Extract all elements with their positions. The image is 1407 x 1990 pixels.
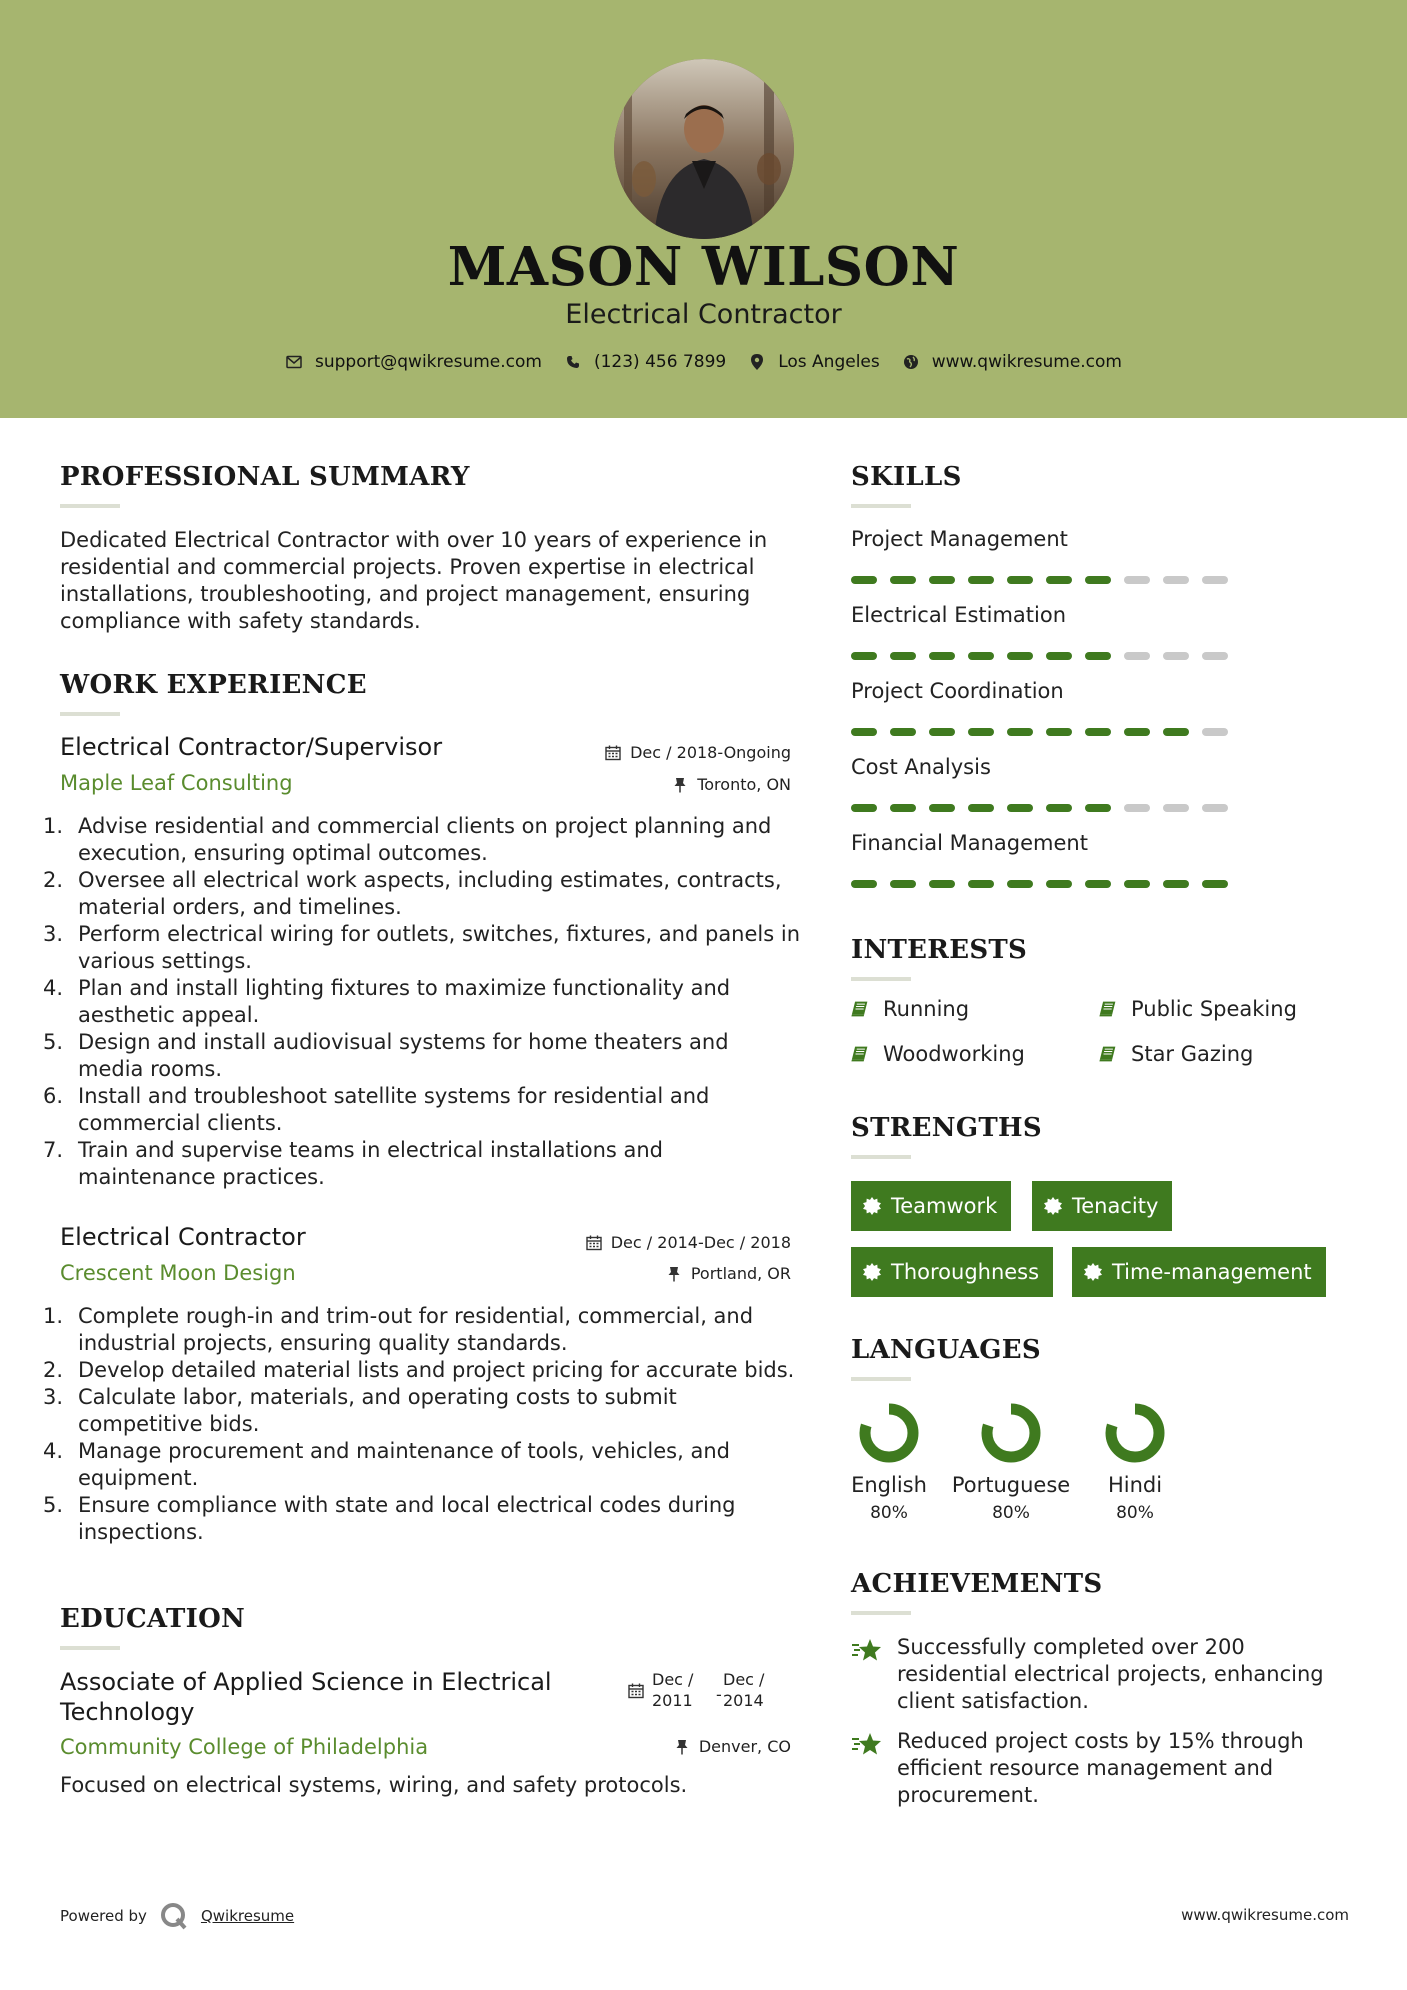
interests-heading: INTERESTS	[851, 935, 1028, 965]
skill-dot-filled	[1007, 652, 1033, 660]
globe-icon	[902, 353, 920, 371]
skill-dot-filled	[1124, 728, 1150, 736]
skill-dot-filled	[890, 652, 916, 660]
skill-dot-filled	[890, 804, 916, 812]
powered-by-text: Powered by	[60, 1907, 147, 1925]
skill-rating	[851, 652, 1228, 660]
skill-dot-filled	[1124, 880, 1150, 888]
language-item	[951, 1473, 1071, 1523]
skill-dot-empty	[1202, 576, 1228, 584]
summary-line: installations, troubleshooting, and project management, ensuring	[60, 582, 751, 606]
candidate-role: Electrical Contractor	[565, 299, 842, 330]
job-company: Maple Leaf Consulting	[60, 771, 293, 795]
skill-dot-empty	[1202, 728, 1228, 736]
language-name: English	[851, 1473, 927, 1497]
contact-email[interactable]	[285, 352, 542, 372]
skill-dot-filled	[1007, 728, 1033, 736]
interests-divider	[851, 977, 911, 981]
phone-text: (123) 456 7899	[593, 352, 727, 372]
skill-dot-filled	[851, 652, 877, 660]
interest-item	[851, 1042, 1025, 1066]
list-item: 2. Oversee all electrical work aspects, including estimates, contracts, material orders, and timelines.	[43, 868, 782, 919]
skill-dot-filled	[929, 652, 955, 660]
list-item: 2. Develop detailed material lists and project pricing for accurate bids.	[43, 1358, 795, 1382]
phone-icon	[564, 353, 582, 371]
calendar-icon	[628, 1683, 644, 1703]
skill-dot-filled	[890, 576, 916, 584]
skill-dot-filled	[929, 804, 955, 812]
interest-label: Running	[883, 997, 970, 1021]
pushpin-icon	[673, 1738, 691, 1756]
skill-label: Cost Analysis	[851, 755, 991, 779]
strengths-heading: STRENGTHS	[851, 1113, 1042, 1143]
list-item: 3. Perform electrical wiring for outlets, switches, fixtures, and panels in various settings.	[43, 922, 801, 973]
skill-dot-filled	[1046, 880, 1072, 888]
skill-dot-empty	[1163, 804, 1189, 812]
skill-dot-filled	[1085, 728, 1111, 736]
language-item	[829, 1473, 949, 1523]
experience-divider	[60, 712, 120, 716]
skill-dot-filled	[1046, 652, 1072, 660]
skill-dot-filled	[1163, 728, 1189, 736]
skills-heading: SKILLS	[851, 462, 962, 492]
job-company: Crescent Moon Design	[60, 1261, 296, 1285]
skill-dot-filled	[1202, 880, 1228, 888]
summary-divider	[60, 504, 120, 508]
skill-dot-empty	[1124, 576, 1150, 584]
skill-dot-filled	[968, 804, 994, 812]
language-ring-arc	[865, 1409, 913, 1457]
strength-label: Time-management	[1112, 1260, 1312, 1284]
experience-heading: WORK EXPERIENCE	[60, 670, 367, 700]
education-location	[673, 1737, 791, 1756]
skill-dot-filled	[851, 576, 877, 584]
achievements-divider	[851, 1611, 911, 1615]
skill-dot-filled	[851, 728, 877, 736]
skill-dot-filled	[1085, 576, 1111, 584]
job-location-text: Portland, OR	[690, 1264, 791, 1283]
candidate-name: MASON WILSON	[447, 236, 960, 298]
skill-dot-empty	[1124, 652, 1150, 660]
skill-dot-filled	[1007, 804, 1033, 812]
list-item: 4. Plan and install lighting fixtures to maximize functionality and aesthetic appeal.	[43, 976, 731, 1027]
summary-text	[60, 527, 800, 635]
achievement-item	[851, 1728, 1331, 1809]
profile-photo	[614, 59, 794, 239]
job-location	[671, 775, 791, 794]
badge-seal-icon	[1044, 1197, 1062, 1215]
resume-header	[0, 0, 1407, 418]
job-date-text: Dec / 2018-Ongoing	[630, 743, 791, 762]
interest-label: Woodworking	[883, 1042, 1025, 1066]
map-pin-icon	[748, 353, 766, 371]
list-item: 3. Calculate labor, materials, and operating costs to submit competitive bids.	[43, 1385, 677, 1436]
skill-dot-empty	[1124, 804, 1150, 812]
badge-seal-icon	[863, 1263, 881, 1281]
contact-website[interactable]	[902, 352, 1122, 372]
skill-dot-filled	[1163, 880, 1189, 888]
list-item: 5. Design and install audiovisual systems for home theaters and media rooms.	[43, 1030, 729, 1081]
job-date-text: Dec / 2014-Dec / 2018	[610, 1233, 791, 1252]
job-date	[585, 1233, 791, 1252]
languages-divider	[851, 1377, 911, 1381]
degree-title: Associate of Applied Science in Electrical Technology	[60, 1668, 552, 1726]
list-item: 7. Train and supervise teams in electrical installations and maintenance practices.	[43, 1138, 664, 1189]
contact-phone[interactable]	[564, 352, 726, 372]
skill-dot-filled	[1085, 652, 1111, 660]
skill-dot-filled	[968, 576, 994, 584]
strength-badge	[1072, 1247, 1326, 1297]
skill-dot-filled	[929, 576, 955, 584]
language-ring-arc	[1111, 1409, 1159, 1457]
education-divider	[60, 1646, 120, 1650]
language-ring-arc	[987, 1409, 1035, 1457]
skill-dot-empty	[1163, 652, 1189, 660]
contact-location	[748, 352, 880, 372]
strength-badge	[1032, 1181, 1172, 1231]
job-location-text: Toronto, ON	[697, 775, 791, 794]
skill-dot-filled	[851, 880, 877, 888]
summary-line: Dedicated Electrical Contractor with over 10 years of experience in	[60, 528, 768, 552]
pushpin-icon	[665, 1265, 683, 1283]
skill-rating	[851, 576, 1228, 584]
summary-line: residential and commercial projects. Proven expertise in electrical	[60, 555, 755, 579]
skills-divider	[851, 504, 911, 508]
skill-dot-filled	[1046, 576, 1072, 584]
star-trophy-icon	[851, 1636, 883, 1715]
strength-label: Teamwork	[891, 1194, 998, 1218]
job-date	[604, 743, 791, 762]
achievements-heading: ACHIEVEMENTS	[851, 1569, 1103, 1599]
language-percent: 80%	[992, 1503, 1030, 1523]
interest-label: Star Gazing	[1131, 1042, 1254, 1066]
education-location-text: Denver, CO	[698, 1737, 791, 1756]
language-percent: 80%	[1116, 1503, 1154, 1523]
book-icon	[851, 1000, 869, 1018]
list-item: 5. Ensure compliance with state and local electrical codes during inspections.	[43, 1493, 736, 1544]
interest-item	[851, 997, 969, 1021]
website-text: www.qwikresume.com	[931, 352, 1122, 372]
job-title: Electrical Contractor	[60, 1223, 306, 1251]
job-title: Electrical Contractor/Supervisor	[60, 733, 443, 761]
skill-rating	[851, 880, 1228, 888]
badge-seal-icon	[1084, 1263, 1102, 1281]
skill-label: Project Coordination	[851, 679, 1064, 703]
skill-rating	[851, 728, 1228, 736]
calendar-icon	[585, 1234, 603, 1252]
list-item: 4. Manage procurement and maintenance of tools, vehicles, and equipment.	[43, 1439, 730, 1490]
skill-dot-filled	[968, 728, 994, 736]
language-ring	[1103, 1401, 1167, 1465]
language-ring	[979, 1401, 1043, 1465]
languages-heading: LANGUAGES	[851, 1335, 1041, 1365]
skill-dot-filled	[968, 880, 994, 888]
skill-dot-filled	[1085, 880, 1111, 888]
summary-heading: PROFESSIONAL SUMMARY	[60, 462, 470, 492]
job-location	[665, 1264, 791, 1283]
email-text: support@qwikresume.com	[315, 352, 542, 372]
language-percent: 80%	[870, 1503, 908, 1523]
achievement-item	[851, 1634, 1331, 1715]
skill-dot-filled	[890, 728, 916, 736]
interest-item	[1099, 1042, 1253, 1066]
skill-dot-filled	[1046, 804, 1072, 812]
language-name: Portuguese	[951, 1473, 1071, 1497]
interest-item	[1099, 997, 1297, 1021]
location-text: Los Angeles	[778, 352, 880, 372]
skill-rating	[851, 804, 1228, 812]
calendar-icon	[604, 744, 622, 762]
education-date-end: Dec / 2014	[723, 1670, 765, 1710]
book-icon	[1099, 1000, 1117, 1018]
strengths-divider	[851, 1155, 911, 1159]
skill-dot-filled	[929, 880, 955, 888]
skill-dot-filled	[929, 728, 955, 736]
date-separator: -	[716, 1685, 722, 1704]
skill-dot-filled	[1007, 576, 1033, 584]
footer-url[interactable]: www.qwikresume.com	[1181, 1906, 1349, 1924]
skill-dot-filled	[890, 880, 916, 888]
skill-dot-empty	[1202, 652, 1228, 660]
skill-dot-filled	[1007, 880, 1033, 888]
badge-seal-icon	[863, 1197, 881, 1215]
strength-badge	[851, 1247, 1053, 1297]
skill-dot-filled	[1085, 804, 1111, 812]
strength-label: Thoroughness	[891, 1260, 1040, 1284]
book-icon	[851, 1045, 869, 1063]
summary-line: compliance with safety standards.	[60, 609, 421, 633]
list-item: 1. Advise residential and commercial clients on project planning and execution, ensuring optimal outcomes.	[43, 814, 772, 865]
education-description: Focused on electrical systems, wiring, and safety protocols.	[60, 1773, 688, 1797]
strength-label: Tenacity	[1072, 1194, 1159, 1218]
language-ring	[857, 1401, 921, 1465]
skill-label: Project Management	[851, 527, 1068, 551]
skill-dot-empty	[1163, 576, 1189, 584]
skill-label: Electrical Estimation	[851, 603, 1067, 627]
contact-bar	[0, 352, 1407, 372]
achievement-text: Successfully completed over 200 residential electrical projects, enhancing client satisfaction.	[897, 1635, 1324, 1713]
list-item: 6. Install and troubleshoot satellite systems for residential and commercial clients.	[43, 1084, 710, 1135]
school-name: Community College of Philadelphia	[60, 1735, 429, 1759]
list-item: 1. Complete rough-in and trim-out for residential, commercial, and industrial projects, ensuring quality standards.	[43, 1304, 754, 1355]
star-trophy-icon	[851, 1730, 883, 1809]
footer-branding	[60, 1901, 294, 1931]
skill-dot-filled	[851, 804, 877, 812]
strength-badge	[851, 1181, 1011, 1231]
education-heading: EDUCATION	[60, 1604, 246, 1634]
skill-dot-filled	[968, 652, 994, 660]
skill-label: Financial Management	[851, 831, 1088, 855]
achievement-text: Reduced project costs by 15% through efficient resource management and procurement.	[897, 1729, 1304, 1807]
language-item	[1075, 1473, 1195, 1523]
language-name: Hindi	[1107, 1473, 1163, 1497]
book-icon	[1099, 1045, 1117, 1063]
envelope-icon	[285, 353, 303, 371]
qwikresume-link[interactable]: Qwikresume	[200, 1907, 295, 1925]
qwikresume-logo-icon	[159, 1901, 189, 1931]
skill-dot-filled	[1046, 728, 1072, 736]
skill-dot-empty	[1202, 804, 1228, 812]
job-duties-list	[43, 813, 820, 1191]
education-date-start: Dec / 2011	[652, 1670, 694, 1710]
pushpin-icon	[671, 776, 689, 794]
interest-label: Public Speaking	[1131, 997, 1297, 1021]
job-duties-list	[43, 1303, 820, 1546]
